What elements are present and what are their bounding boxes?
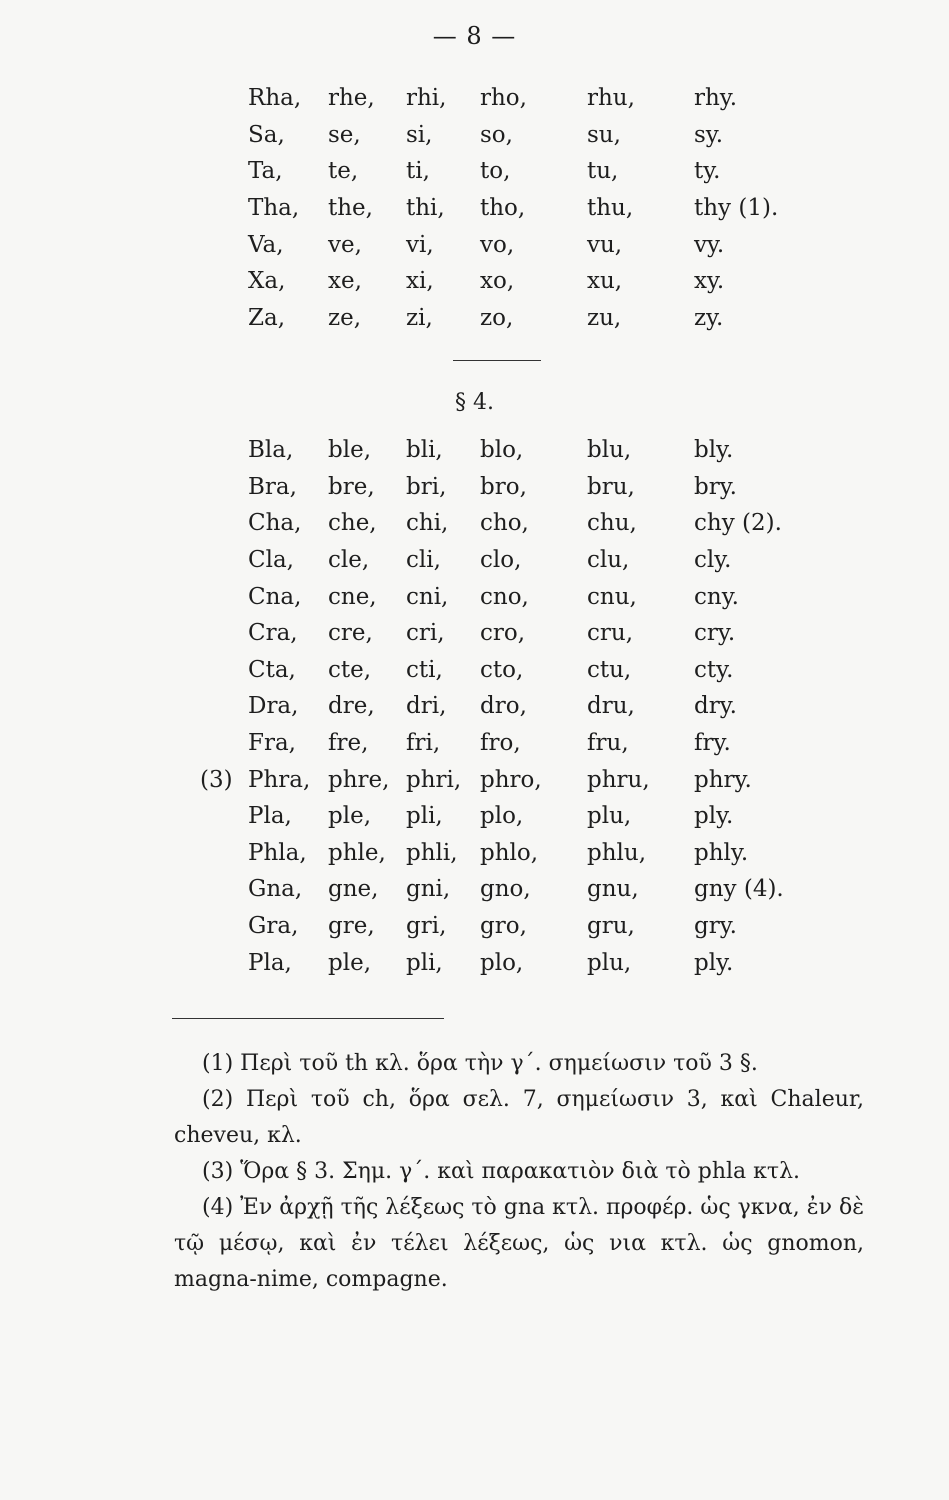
syllable-cell: fry. [694, 730, 731, 757]
syllable-cell: rhe, [328, 85, 375, 112]
syllable-cell: cnu, [587, 583, 637, 610]
syllable-cell: cru, [587, 620, 633, 647]
syllable-cell: ve, [328, 231, 362, 258]
footnote-3: (3) Ὅρα § 3. Σημ. γ΄. καὶ παρακατιὸν διὰ τὸ phla κτλ. [202, 1159, 801, 1184]
syllable-row [200, 117, 800, 154]
syllable-cell: cne, [328, 583, 377, 610]
footnote-marker [200, 835, 248, 872]
syllable-cell: thy (1). [694, 195, 779, 222]
syllable-cell: Gra, [248, 913, 299, 940]
syllable-cell: phru, [587, 766, 650, 793]
footnote-marker [200, 578, 248, 615]
footnote-2: (2) Περὶ τοῦ ch, ὅρα σελ. 7, σημείωσιν 3, καὶ Chaleur, cheveu, κλ. [174, 1087, 864, 1148]
syllable-cell: Cta, [248, 656, 296, 683]
syllable-cell: si, [406, 121, 433, 148]
syllable-cell: xo, [480, 268, 515, 295]
footnote-marker: (3) [200, 766, 233, 793]
syllable-row [200, 542, 800, 579]
syllable-cell: Xa, [248, 268, 286, 295]
syllable-row [200, 871, 800, 908]
syllable-cell: ple, [328, 803, 372, 830]
syllable-cell: fru, [587, 730, 629, 757]
syllable-cell: thu, [587, 195, 634, 222]
syllable-cell: cle, [328, 547, 370, 574]
syllable-cell: clo, [480, 547, 522, 574]
syllable-cell: Za, [248, 304, 286, 331]
syllable-cell: fri, [406, 730, 441, 757]
syllable-cell: sy. [694, 121, 724, 148]
syllable-cell: so, [480, 121, 513, 148]
syllable-cell: se, [328, 121, 361, 148]
syllable-cell: bry. [694, 473, 737, 500]
syllable-cell: dri, [406, 693, 447, 720]
syllable-cell: bru, [587, 473, 635, 500]
footnote-marker [200, 652, 248, 689]
syllable-cell: cly. [694, 547, 732, 574]
footnote-marker [200, 190, 248, 227]
syllable-cell: Fra, [248, 730, 296, 757]
syllable-cell: rhy. [694, 85, 738, 112]
syllable-cell: dru, [587, 693, 635, 720]
syllable-cell: Rha, [248, 85, 302, 112]
footnote-marker [200, 944, 248, 981]
syllable-cell: Ta, [248, 158, 283, 185]
syllable-row [200, 615, 800, 652]
syllable-cell: ze, [328, 304, 362, 331]
syllable-row [200, 835, 800, 872]
syllable-cell: gre, [328, 913, 375, 940]
syllable-cell: vy. [694, 231, 725, 258]
syllable-cell: plu, [587, 803, 632, 830]
syllable-cell: bre, [328, 473, 375, 500]
syllable-cell: zo, [480, 304, 514, 331]
syllable-cell: te, [328, 158, 359, 185]
syllable-row [200, 944, 800, 981]
footnote-marker [200, 542, 248, 579]
section-divider [453, 360, 541, 361]
syllable-row [200, 300, 800, 337]
syllable-cell: dry. [694, 693, 737, 720]
syllable-cell: ple, [328, 949, 372, 976]
syllable-cell: chy (2). [694, 510, 782, 537]
syllable-cell: phri, [406, 766, 462, 793]
syllable-cell: gno, [480, 876, 531, 903]
syllable-cell: plu, [587, 949, 632, 976]
syllable-cell: gni, [406, 876, 451, 903]
footnote-divider [172, 1018, 444, 1019]
syllable-cell: gry. [694, 913, 737, 940]
syllable-cell: phry. [694, 766, 752, 793]
syllable-row [200, 761, 800, 798]
syllable-cell: Pla, [248, 949, 292, 976]
syllable-cell: cty. [694, 656, 734, 683]
syllable-cell: Gna, [248, 876, 303, 903]
syllable-cell: zy. [694, 304, 724, 331]
syllable-cell: cti, [406, 656, 443, 683]
syllable-cell: plo, [480, 803, 524, 830]
syllable-table-consonant-clusters [200, 432, 800, 981]
footnotes [174, 1046, 864, 1298]
syllable-cell: vu, [587, 231, 623, 258]
syllable-cell: gne, [328, 876, 379, 903]
footnote-marker [200, 300, 248, 337]
section-heading: § 4. [455, 390, 494, 415]
syllable-cell: Phla, [248, 839, 307, 866]
syllable-row [200, 190, 800, 227]
syllable-cell: plo, [480, 949, 524, 976]
syllable-cell: vo, [480, 231, 515, 258]
syllable-cell: phlo, [480, 839, 539, 866]
footnote-marker [200, 117, 248, 154]
footnote-4: (4) Ἐν ἀρχῇ τῆς λέξεως τὸ gna κτλ. προφέρ. ὡς γκνα, ἐν δὲ τῷ μέσῳ, καὶ ἐν τέλει λέξεως, ὡς νια κτλ. ὡς gnomon, magna-nime, compagne. [174, 1195, 864, 1292]
syllable-cell: ply. [694, 803, 734, 830]
syllable-cell: pli, [406, 803, 443, 830]
syllable-row [200, 226, 800, 263]
syllable-cell: phlu, [587, 839, 647, 866]
page-number: — 8 — [432, 22, 517, 50]
footnote-marker [200, 798, 248, 835]
syllable-cell: Cna, [248, 583, 302, 610]
syllable-row [200, 505, 800, 542]
syllable-cell: bri, [406, 473, 447, 500]
syllable-cell: ti, [406, 158, 430, 185]
syllable-row [200, 80, 800, 117]
syllable-row [200, 908, 800, 945]
footnote-marker [200, 153, 248, 190]
syllable-cell: gro, [480, 913, 527, 940]
footnote-marker [200, 615, 248, 652]
syllable-cell: blu, [587, 437, 632, 464]
syllable-table-basic [200, 80, 800, 336]
syllable-cell: phli, [406, 839, 458, 866]
syllable-cell: xy. [694, 268, 725, 295]
syllable-cell: ply. [694, 949, 734, 976]
syllable-cell: Phra, [248, 766, 311, 793]
syllable-row [200, 798, 800, 835]
syllable-cell: phle, [328, 839, 386, 866]
syllable-cell: gny (4). [694, 876, 784, 903]
syllable-cell: cry. [694, 620, 736, 647]
syllable-cell: blo, [480, 437, 524, 464]
syllable-cell: chi, [406, 510, 449, 537]
footnote-marker [200, 263, 248, 300]
syllable-cell: thi, [406, 195, 445, 222]
syllable-cell: cto, [480, 656, 524, 683]
syllable-cell: phre, [328, 766, 390, 793]
syllable-cell: the, [328, 195, 373, 222]
syllable-cell: vi, [406, 231, 434, 258]
syllable-row [200, 153, 800, 190]
footnote-marker [200, 871, 248, 908]
syllable-cell: Cla, [248, 547, 294, 574]
syllable-cell: Va, [248, 231, 284, 258]
syllable-cell: cte, [328, 656, 372, 683]
syllable-cell: rhi, [406, 85, 447, 112]
syllable-cell: tho, [480, 195, 526, 222]
syllable-cell: dro, [480, 693, 527, 720]
syllable-cell: bro, [480, 473, 527, 500]
syllable-cell: Sa, [248, 121, 285, 148]
syllable-row [200, 469, 800, 506]
syllable-row [200, 263, 800, 300]
syllable-cell: zu, [587, 304, 622, 331]
syllable-cell: Bla, [248, 437, 294, 464]
syllable-cell: Cra, [248, 620, 298, 647]
syllable-cell: cho, [480, 510, 529, 537]
syllable-cell: to, [480, 158, 511, 185]
syllable-cell: fre, [328, 730, 369, 757]
syllable-cell: pli, [406, 949, 443, 976]
syllable-cell: Bra, [248, 473, 297, 500]
syllable-cell: xu, [587, 268, 623, 295]
footnote-marker [200, 908, 248, 945]
syllable-cell: gru, [587, 913, 635, 940]
footnote-marker [200, 505, 248, 542]
syllable-cell: phro, [480, 766, 542, 793]
syllable-cell: clu, [587, 547, 630, 574]
syllable-cell: Tha, [248, 195, 300, 222]
syllable-row [200, 688, 800, 725]
syllable-cell: cre, [328, 620, 373, 647]
footnote-marker [200, 469, 248, 506]
syllable-cell: ctu, [587, 656, 632, 683]
syllable-row [200, 725, 800, 762]
syllable-cell: ty. [694, 158, 721, 185]
syllable-row [200, 652, 800, 689]
syllable-cell: Pla, [248, 803, 292, 830]
syllable-cell: cli, [406, 547, 441, 574]
syllable-cell: fro, [480, 730, 521, 757]
syllable-cell: xi, [406, 268, 434, 295]
syllable-cell: bly. [694, 437, 734, 464]
syllable-cell: xe, [328, 268, 362, 295]
syllable-row [200, 432, 800, 469]
syllable-cell: phly. [694, 839, 749, 866]
syllable-cell: rhu, [587, 85, 635, 112]
syllable-cell: gnu, [587, 876, 639, 903]
syllable-cell: che, [328, 510, 377, 537]
syllable-cell: dre, [328, 693, 375, 720]
syllable-cell: cno, [480, 583, 529, 610]
footnote-marker [200, 432, 248, 469]
syllable-cell: cri, [406, 620, 445, 647]
syllable-cell: ble, [328, 437, 372, 464]
syllable-cell: gri, [406, 913, 447, 940]
syllable-cell: tu, [587, 158, 619, 185]
syllable-cell: cni, [406, 583, 449, 610]
syllable-cell: chu, [587, 510, 637, 537]
syllable-cell: cro, [480, 620, 526, 647]
syllable-cell: zi, [406, 304, 433, 331]
footnote-marker [200, 688, 248, 725]
footnote-marker [200, 226, 248, 263]
footnote-1: (1) Περὶ τοῦ th κλ. ὅρα τὴν γ΄. σημείωσιν τοῦ 3 §. [202, 1051, 758, 1076]
syllable-cell: su, [587, 121, 621, 148]
syllable-cell: cny. [694, 583, 739, 610]
syllable-cell: bli, [406, 437, 443, 464]
syllable-row [200, 578, 800, 615]
syllable-cell: Dra, [248, 693, 299, 720]
footnote-marker [200, 725, 248, 762]
syllable-cell: Cha, [248, 510, 302, 537]
syllable-cell: rho, [480, 85, 527, 112]
footnote-marker [200, 80, 248, 117]
